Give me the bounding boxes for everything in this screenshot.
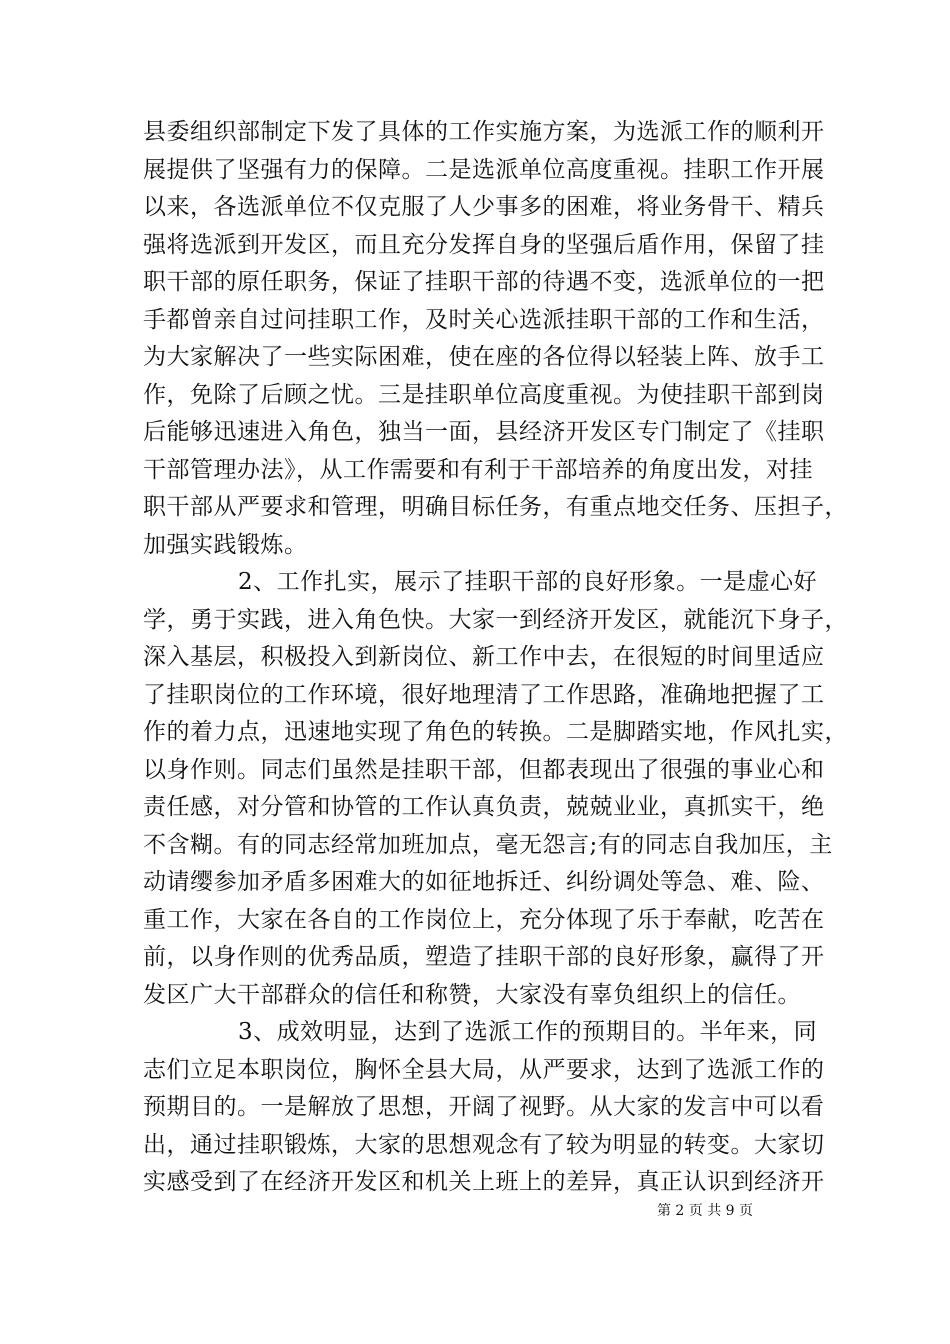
body-line: 后能够迅速进入角色，独当一面，县经济开发区专门制定了《挂职	[143, 419, 825, 445]
body-line: 学，勇于实践，进入角色快。大家一到经济开发区，就能沉下身子，	[143, 606, 848, 633]
body-line: 深入基层，积极投入到新岗位、新工作中去，在很短的时间里适应	[143, 644, 825, 670]
page-number: 第 2 页 共 9 页	[656, 1203, 754, 1219]
body-line: 发区广大干部群众的信任和称赞，大家没有辜负组织上的信任。	[143, 981, 801, 1008]
body-line: 前，以身作则的优秀品质，塑造了挂职干部的良好形象，赢得了开	[143, 944, 825, 970]
body-line: 职干部的原任职务，保证了挂职干部的待遇不变，选派单位的一把	[143, 269, 825, 295]
paragraph-start-line: 3、成效明显，达到了选派工作的预期目的。半年来，同	[238, 1019, 818, 1045]
body-line: 责任感，对分管和协管的工作认真负责，兢兢业业，真抓实干，绝	[143, 794, 825, 820]
body-line: 作的着力点，迅速地实现了角色的转换。二是脚踏实地，作风扎实，	[143, 719, 848, 745]
body-line: 不含糊。有的同志经常加班加点，毫无怨言;有的同志自我加压，主	[143, 831, 833, 858]
body-line: 为大家解决了一些实际困难，使在座的各位得以轻装上阵、放手工	[143, 344, 825, 370]
body-line: 志们立足本职岗位，胸怀全县大局，从严要求，达到了选派工作的	[143, 1056, 825, 1083]
body-line: 作，免除了后顾之忧。三是挂职单位高度重视。为使挂职干部到岗	[143, 381, 825, 408]
paragraph-start-line: 2、工作扎实，展示了挂职干部的良好形象。一是虚心好	[238, 569, 818, 595]
body-line: 以来，各选派单位不仅克服了人少事多的困难，将业务骨干、精兵	[143, 194, 825, 220]
body-line: 动请缨参加矛盾多困难大的如征地拆迁、纠纷调处等急、难、险、	[143, 869, 825, 895]
page-footer	[0, 1200, 950, 1220]
body-line: 了挂职岗位的工作环境，很好地理清了工作思路，准确地把握了工	[143, 681, 825, 708]
body-line: 县委组织部制定下发了具体的工作实施方案，为选派工作的顺利开	[143, 119, 825, 145]
body-line: 预期目的。一是解放了思想，开阔了视野。从大家的发言中可以看	[143, 1094, 825, 1120]
body-line: 手都曾亲自过问挂职工作，及时关心选派挂职干部的工作和生活，	[143, 306, 825, 333]
body-line: 重工作，大家在各自的工作岗位上，充分体现了乐于奉献，吃苦在	[143, 906, 825, 933]
body-line: 加强实践锻炼。	[143, 531, 308, 558]
body-line: 实感受到了在经济开发区和机关上班上的差异，真正认识到经济开	[143, 1169, 825, 1195]
body-line: 职干部从严要求和管理，明确目标任务，有重点地交任务、压担子，	[143, 494, 848, 520]
body-line: 强将选派到开发区，而且充分发挥自身的坚强后盾作用，保留了挂	[143, 231, 825, 258]
document-body	[143, 114, 848, 1202]
body-line: 出，通过挂职锻炼，大家的思想观念有了较为明显的转变。大家切	[143, 1131, 825, 1158]
body-line: 以身作则。同志们虽然是挂职干部，但都表现出了很强的事业心和	[143, 756, 825, 783]
body-line: 展提供了坚强有力的保障。二是选派单位高度重视。挂职工作开展	[143, 156, 825, 183]
body-line: 干部管理办法》，从工作需要和有利于干部培养的角度出发，对挂	[143, 456, 813, 483]
